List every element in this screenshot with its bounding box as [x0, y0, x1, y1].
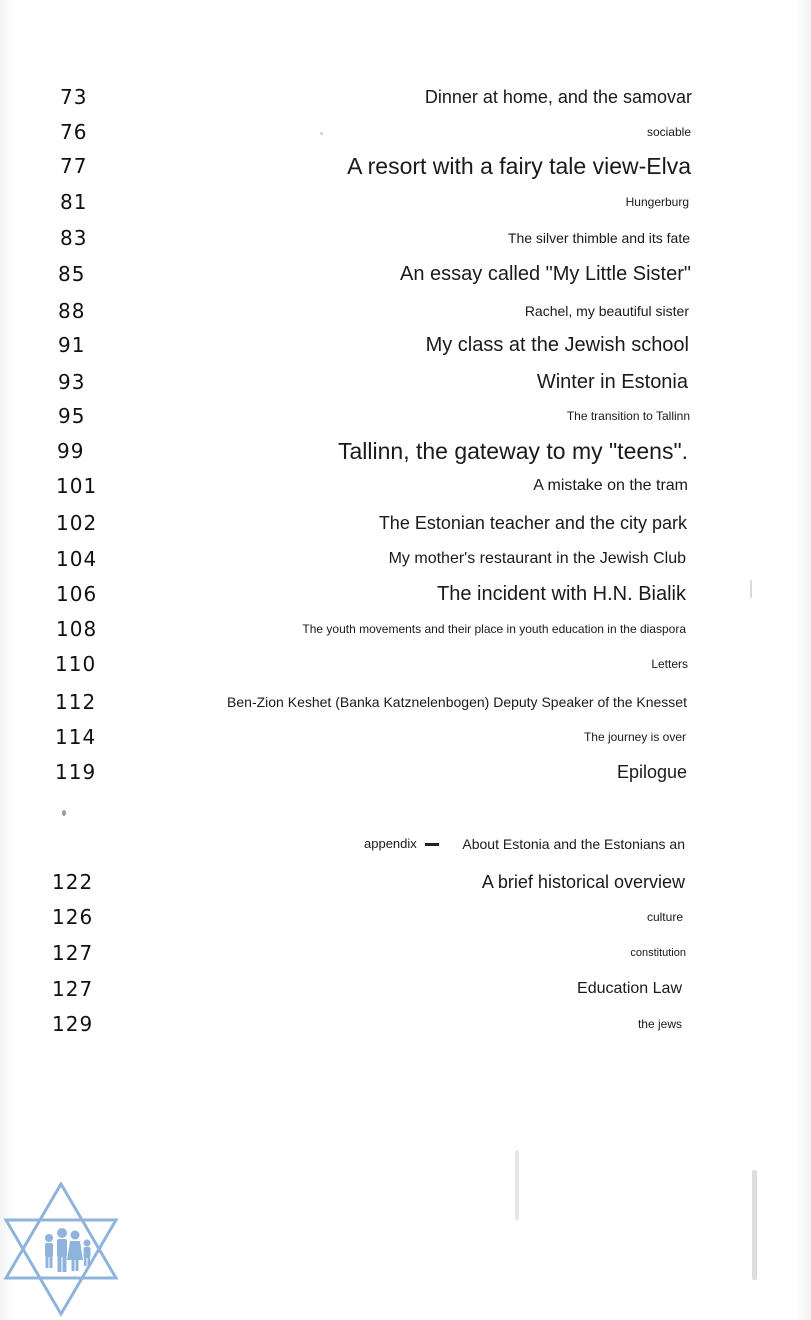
chapter-title: Winter in Estonia — [536, 371, 688, 393]
toc-entry[interactable] — [0, 82, 811, 112]
dash-divider — [425, 843, 439, 846]
toc-entry[interactable] — [0, 151, 811, 181]
scan-speck — [62, 810, 66, 816]
appendix-heading[interactable] — [0, 829, 811, 859]
toc-entry[interactable] — [0, 757, 811, 787]
page-number: 88 — [58, 299, 86, 323]
chapter-title: the jews — [637, 1017, 682, 1031]
chapter-title: Rachel, my beautiful sister — [524, 303, 689, 319]
chapter-title: constitution — [630, 947, 686, 959]
toc-entry[interactable] — [0, 436, 811, 466]
chapter-title: An essay called "My Little Sister" — [400, 263, 691, 285]
scan-speck — [752, 1170, 757, 1280]
toc-entry[interactable] — [0, 259, 811, 289]
chapter-title: Dinner at home, and the samovar — [424, 87, 692, 107]
page-number: 106 — [56, 582, 98, 606]
page-number: 91 — [58, 333, 86, 357]
page-number: 95 — [58, 404, 86, 428]
page-number: 114 — [55, 725, 97, 749]
toc-entry[interactable] — [0, 117, 811, 147]
page-number: 81 — [60, 190, 88, 214]
chapter-title: A brief historical overview — [481, 872, 685, 892]
chapter-title: Letters — [651, 657, 688, 671]
chapter-title: My mother's restaurant in the Jewish Club — [388, 550, 686, 567]
chapter-title: Ben-Zion Keshet (Banka Katznelenbogen) Deputy Speaker of the Knesset — [227, 694, 687, 710]
chapter-title: A mistake on the tram — [533, 477, 688, 494]
page-number: 83 — [60, 226, 88, 250]
chapter-title: culture — [646, 910, 683, 924]
page-number: 76 — [60, 120, 88, 144]
chapter-title: A resort with a fairy tale view-Elva — [347, 153, 691, 179]
toc-entry[interactable] — [0, 471, 811, 501]
toc-entry[interactable] — [0, 544, 811, 574]
scan-speck — [515, 1150, 519, 1220]
chapter-title: The journey is over — [583, 730, 686, 744]
page-number: 127 — [52, 941, 94, 965]
chapter-title: The incident with H.N. Bialik — [437, 583, 686, 605]
page-number: 126 — [52, 905, 94, 929]
page-number: 129 — [52, 1012, 94, 1036]
page-number: 93 — [58, 370, 86, 394]
chapter-title: sociable — [646, 125, 691, 139]
toc-entry[interactable] — [0, 614, 811, 644]
toc-entry[interactable] — [0, 401, 811, 431]
toc-entry[interactable] — [0, 938, 811, 968]
chapter-title: Hungerburg — [625, 195, 689, 209]
toc-entry[interactable] — [0, 223, 811, 253]
toc-entry[interactable] — [0, 687, 811, 717]
page-number: 112 — [55, 690, 97, 714]
chapter-title: The Estonian teacher and the city park — [378, 513, 687, 533]
toc-entry[interactable] — [0, 1009, 811, 1039]
toc-entry[interactable] — [0, 508, 811, 538]
toc-entry[interactable] — [0, 867, 811, 897]
page-number: 85 — [58, 262, 86, 286]
chapter-title: My class at the Jewish school — [425, 334, 689, 356]
page-number: 73 — [60, 85, 88, 109]
chapter-title: The youth movements and their place in youth education in the diaspora — [302, 622, 686, 636]
chapter-title: The silver thimble and its fate — [507, 230, 690, 246]
toc-entry[interactable] — [0, 579, 811, 609]
chapter-title: Tallinn, the gateway to my "teens". — [337, 438, 688, 464]
toc-entry[interactable] — [0, 902, 811, 932]
toc-entry[interactable] — [0, 330, 811, 360]
page-number: 122 — [52, 870, 94, 894]
page-number: 99 — [57, 439, 85, 463]
toc-entry[interactable] — [0, 649, 811, 679]
page-number: 127 — [52, 977, 94, 1001]
page-number: 104 — [56, 547, 98, 571]
chapter-title: The transition to Tallinn — [566, 409, 690, 423]
toc-entry[interactable] — [0, 722, 811, 752]
page-number: 102 — [56, 511, 98, 535]
chapter-title: Epilogue — [616, 762, 687, 782]
page-number: 119 — [55, 760, 97, 784]
chapter-title: Education Law — [577, 980, 682, 997]
toc-entry[interactable] — [0, 974, 811, 1004]
star-of-david-family-icon — [2, 1180, 120, 1318]
appendix-label: appendix — [364, 836, 417, 851]
toc-entry[interactable] — [0, 187, 811, 217]
appendix-title: About Estonia and the Estonians an — [462, 836, 685, 852]
page-number: 101 — [56, 474, 98, 498]
toc-entry[interactable] — [0, 296, 811, 326]
page-number: 108 — [56, 617, 98, 641]
page-number: 77 — [60, 154, 88, 178]
toc-entry[interactable] — [0, 367, 811, 397]
page-number: 110 — [55, 652, 97, 676]
